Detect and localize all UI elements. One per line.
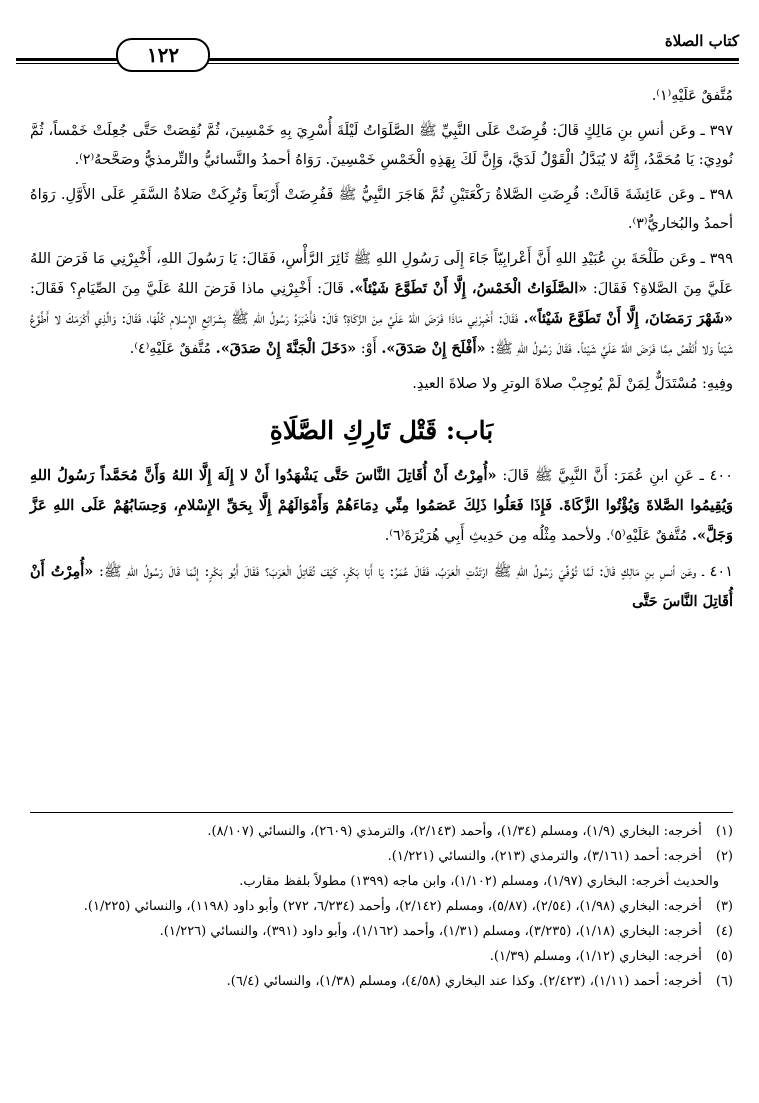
footnote-text: والحديث أخرجه: البخاري (١/٩٧)، ومسلم (١/١٠٢)، وابن ماجه (١٣٩٩) مطولاً بلفظ مقارب. (239, 874, 719, 889)
footnotes (30, 812, 733, 994)
footnote (30, 844, 733, 869)
footnote-number: (٤) (715, 924, 733, 939)
running-title: كتاب الصلاة (664, 32, 739, 50)
footnote (30, 969, 733, 994)
footnote (30, 944, 733, 969)
main-text (30, 82, 733, 623)
page-header (16, 28, 739, 76)
hadith-398: ٣٩٨ ـ وعَن عَائِشَةَ قَالَتْ: فُرِضَتِ الصَّلاةُ رَكْعَتَيْنِ ثُمَّ هَاجَرَ النَّبِيُّ ﷺ فَفُرِضَتْ أَرْبَعاً وَتُرِكَتْ صَلاةُ السَّفَرِ عَلَى الأَوَّلِ. رَوَاهُ أحمدُ والبُخاريُّ⁽٣⁾. (30, 187, 733, 232)
hadith-399-quote-3: «أَفْلَحَ إِنْ صَدَقَ». (381, 340, 486, 357)
footnote-text: أخرجه: البخاري (١/٩)، ومسلم (١/٣٤)، وأحمد (٢/١٤٣)، والترمذي (٢٦٠٩)، والنسائي (٨/١٠٧). (207, 824, 702, 839)
hadith-399 (30, 245, 733, 364)
footnote-text: أخرجه: البخاري (١/٩٨)، (٢/٥٤)، (٥/٨٧)، ومسلم (٢/١٤٢)، وأحمد (٦/٢٣٤، ٢٧٢) وأبو داود (١١٩٨)، والنسائي (١/٢٢٥). (83, 899, 702, 914)
footnote-text: أخرجه: البخاري (١/١٨)، (٣/٢٣٥)، ومسلم (١/٣١)، وأحمد (١/١٦٢)، وأبو داود (٣٩١)، والنسائي (١/٢٢٦). (159, 924, 702, 939)
hadith-401-part-1: ٤٠١ ـ وعَن أنسِ بنِ مَالِكٍ قَالَ: لَمَّا تُوُفِّيَ رَسُولُ اللهِ ﷺ ارْتَدَّتِ الْعَرَبُ، فَقَالَ عُمَرُ: يَا أَبَا بَكْرٍ، كَيْفَ تُقَاتِلُ الْعَرَبَ؟ فَقَالَ أَبُو بَكْرٍ: إِنَّمَا قَالَ رَسُولُ اللهِ ﷺ: (93, 564, 734, 580)
footnote-number: (٦) (715, 974, 733, 989)
footnote (30, 894, 733, 919)
hadith-399-part-2: قَالَ: أَخْبِرْنِي ماذا فَرَضَ اللهُ عَلَيَّ مِنَ الصِّيَامِ؟ فَقَالَ: (30, 281, 350, 297)
hadith-397: ٣٩٧ ـ وعَن أنسِ بنِ مَالِكٍ قَالَ: فُرِضَتْ عَلَى النَّبِيِّ ﷺ الصَّلَوَاتُ لَيْلَةَ أُسْرِيَ بِهِ خَمْسِينَ، ثُمَّ نُقِصَتْ حَتَّى جُعِلَتْ خَمْساً، ثُمَّ نُودِيَ: يَا مُحَمَّدُ، إِنَّهُ لا يُبَدَّلُ الْقَوْلُ لَدَيَّ، وَإِنَّ لَكَ بِهَذِهِ الْخَمْسِ خَمْسِينَ. رَوَاهُ أحمدُ والنَّسائيُّ والتِّرمذيُّ وصَحَّحهُ⁽٢⁾. (30, 123, 733, 168)
footnote (30, 869, 733, 894)
hadith-400-quote: «أُمِرْتُ أَنْ أُقَاتِلَ النَّاسَ حَتَّى يَشْهَدُوا أَنْ لا إِلَهَ إِلَّا اللهُ وَأَنَّ مُحَمَّداً رَسُولُ اللهِ وَيُقِيمُوا الصَّلاةَ وَيُؤْتُوا الزَّكَاةَ. فَإِذَا فَعَلُوا ذَلِكَ عَصَمُوا مِنِّي دِمَاءَهُمْ وَأَمْوَالَهُمْ إِلَّا بِحَقِّ الإِسْلامِ، وَحِسَابُهُمْ عَلَى اللهِ عَزَّ وَجَلَّ». (30, 467, 733, 544)
footnote-number: (٥) (715, 949, 733, 964)
hadith-400-part-1: ٤٠٠ ـ عَنِ ابنِ عُمَرَ: أَنَّ النَّبِيَّ ﷺ قَالَ: (496, 468, 733, 484)
hadith-399-quote-2: «شَهْرَ رَمَضَانَ، إِلَّا أَنْ تَطَوَّعَ شَيْئاً». (523, 310, 733, 327)
footnote (30, 819, 733, 844)
footnote (30, 919, 733, 944)
hadith-399-quote-4: «دَخَلَ الْجَنَّةَ إِنْ صَدَقَ». (215, 340, 357, 357)
hadith-399-part-1: ٣٩٩ ـ وعَن طَلْحَةَ بنِ عُبَيْدِ اللهِ أَنَّ أَعْرابِيّاً جَاءَ إِلَى رَسُولِ اللهِ ﷺ ثَائِرَ الرَّأْسِ، فَقَالَ: يَا رَسُولَ اللهِ، أَخْبِرْنِي مَا فَرَضَ اللهُ عَلَيَّ مِنَ الصَّلاةِ؟ فَقَالَ: (30, 251, 733, 297)
hadith-399-quote-1: «الصَّلَوَاتُ الْخَمْسُ، إِلَّا أَنْ تَطَوَّعَ شَيْئاً». (349, 280, 588, 297)
hadith-399-part-3: فَقَالَ: أَخْبِرْنِي مَاذَا فَرَضَ اللهُ عَلَيَّ مِنَ الزَّكَاةِ؟ قَالَ: فَأَخْبَرَهُ رَسُولُ اللهِ ﷺ بِشَرَائِعِ الإِسْلامِ كُلِّهَا، فَقَالَ: وَالَّذِي أَكْرَمَكَ لا أَطَّوَّعُ شَيْئاً وَلا أَنْقُصُ مِمَّا فَرَضَ اللهُ عَلَيَّ شَيْئاً. فَقَالَ رَسُولُ اللهِ ﷺ: (30, 311, 733, 357)
note-line: وفِيهِ: مُسْتَدَلٌّ لِمَنْ لَمْ يُوجِبْ صلاةَ الوترِ ولا صلاةَ العيدِ. (412, 376, 733, 392)
hadith-401-quote: «أُمِرْتُ أَنْ أُقَاتِلَ النَّاسَ حَتَّى (30, 563, 733, 610)
page-number: ١٢٢ (116, 38, 210, 72)
footnote-text: أخرجه: أحمد (٣/١٦١)، والترمذي (٢١٣)، والنسائي (١/٢٢١). (387, 849, 702, 864)
hadith-399-part-4: أَوْ: (356, 341, 382, 357)
section-heading: بَاب: قَتْل تَارِكِ الصَّلَاةِ (269, 416, 494, 445)
hadith-401 (30, 557, 733, 617)
previous-hadith-tail: مُتَّفقٌ عَلَيْهِ⁽١⁾. (651, 88, 733, 104)
footnote-number: (٢) (715, 849, 733, 864)
hadith-400 (30, 461, 733, 551)
footnote-text: أخرجه: البخاري (١/١٢)، ومسلم (١/٣٩). (489, 949, 702, 964)
footnote-text: أخرجه: أحمد (١/١١)، (٢/٤٢٣). وكذا عند البخاري (٤/٥٨)، ومسلم (١/٣٨)، والنسائي (٦/٤). (226, 974, 702, 989)
hadith-400-part-2: مُتَّفقٌ عَلَيْهِ⁽٥⁾. ولأحمد مِثْلُه مِن حَدِيثِ أَبِي هُرَيْرَةَ⁽٦⁾. (384, 528, 692, 544)
hadith-399-part-5: مُتَّفقٌ عَلَيْهِ⁽٤⁾. (129, 341, 216, 357)
footnote-number: (٣) (715, 899, 733, 914)
footnote-number: (١) (715, 824, 733, 839)
